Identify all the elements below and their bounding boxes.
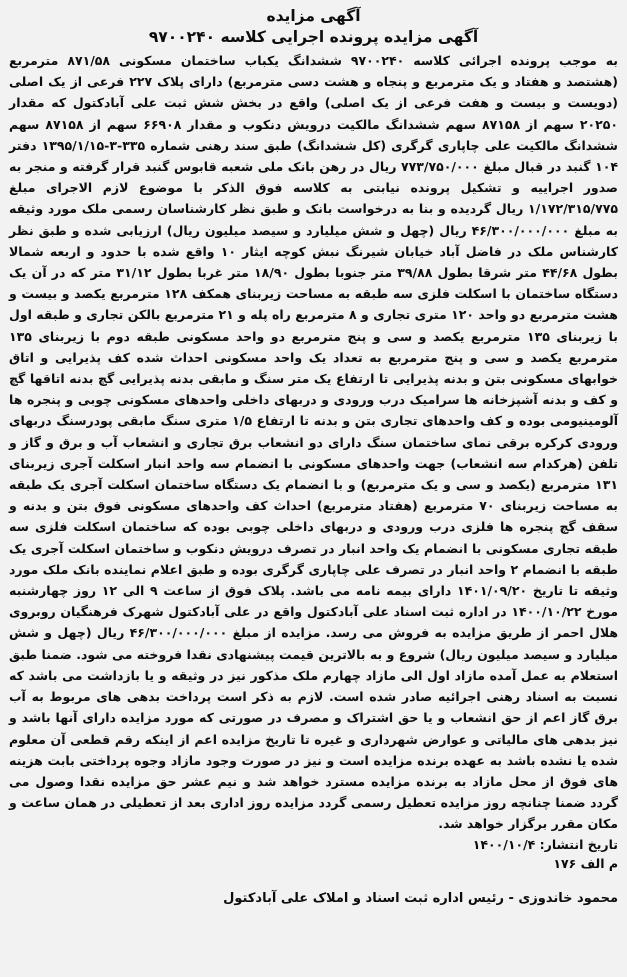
notice-body: به موجب پرونده اجرائی کلاسه ۹۷۰۰۲۴۰ ششدانگ یکباب ساختمان مسکونی ۸۷۱/۵۸ مترمربع (هشتصد و هفتاد و یک مترمربع و پنجاه و هشت دسی مترمربع) دارای پلاک ۲۲۷ فرعی از یک اصلی (دویست و بیست و هفت فرعی از یک اصلی) واقع در بخش شش ثبت علی آبادکتول که مقدار ۲۰۲۵۰ سهم از ۸۷۱۵۸ سهم ششدانگ مالکیت درویش دنکوب و مقدار ۶۶۹۰۸ سهم از ۸۷۱۵۸ سهم ششدانگ مالکیت علی چاپاری گرگری (کل ششدانگ) طبق سند رهنی شماره ۳۳۵-۳-۱۳۹۵/۱/۱۵ دفتر ۱۰۴ گنبد در قبال مبلغ ۷۷۳/۷۵۰/۰۰۰ ریال در رهن بانک ملی شعبه قابوس گنبد قرار گرفته و منجر به صدور اجراییه و تشکیل پرونده نیابتی به کلاسه فوق الذکر با موضوع لازم الاجرای مبلغ ۱/۱۷۲/۳۱۵/۷۷۵ ریال گردیده و بنا به درخواست بانک و طبق نظر کارشناسان رسمی ملک مورد وثیقه به مبلغ ۴۶/۳۰۰/۰۰۰/۰۰۰ ریال (چهل و شش میلیارد و سیصد میلیون ریال) ارزیابی شده و طبق نظر کارشناس ملک در فاضل آباد خیابان شیرنگ نبش کوچه ایثار ۱۰ واقع شده با حدود و اربعه شمالا بطول ۴۴/۶۸ متر شرقا بطول ۳۹/۸۸ متر جنوبا بطول ۱۸/۹۰ متر غربا بطول ۳۱/۱۲ متر که در آن یک دستگاه ساختمان با اسکلت فلزی سه طبقه به مساحت زیربنای همکف ۱۲۸ مترمربع یکصد و بیست و هشت مترمربع دو واحد ۱۲۰ متری تجاری و ۸ مترمربع راه پله و ۲۱ مترمربع بالکن تجاری و طبقه اول با زیربنای ۱۳۵ مترمربع یکصد و سی و پنج مترمربع دو واحد مسکونی طبقه دوم با زیربنای ۱۳۵ مترمربع یکصد و سی و پنج مترمربع به تعداد یک واحد مسکونی احداث شده کف پذیرایی و اتاق خوابهای مسکونی بتن و بدنه پذیرایی تا ارتفاع یک متر سنگ و مابقی بدنه پذیرایی گچ بدنه اتاقها گچ و کف و بدنه آشپزخانه ها سرامیک درب ورودی و دربهای داخلی واحدهای مسکونی چوبی و پنجره ها آلومینیومی بوده و کف واحدهای تجاری بتن و بدنه تا ارتفاع ۱/۵ متری سنگ مابقی پودرسنگ دربهای ورودی کرکره برقی نمای ساختمان سنگ دارای دو انشعاب برق تجاری و انشعاب آب و برق و گاز و تلفن (هرکدام سه انشعاب) جهت واحدهای مسکونی با انضمام سه واحد انبار اسکلت آجری زیربنای ۱۳۱ مترمربع (یکصد و سی و یک مترمربع) و با انضمام یک دستگاه ساختمان اسکلت آجری یک طبقه به مساحت زیربنای ۷۰ مترمربع (هفتاد مترمربع) احداث کف واحدهای مسکونی فوق بتن و بدنه و سقف گچ پنجره ها فلزی درب ورودی و دربهای داخلی چوبی بوده که ساختمان اسکلت فلزی سه طبقه تجاری مسکونی با انضمام یک واحد انبار در تصرف درویش دنکوب و ساختمان اسکلت آجری یک طبقه با انضمام ۲ واحد انبار در تصرف علی چاپاری گرگری بوده و طبق اعلام نماینده بانک ملک مورد وثیقه تا تاریخ ۱۴۰۱/۰۹/۲۰ دارای بیمه نامه می باشد. پلاک فوق از ساعت ۹ الی ۱۲ روز چهارشنبه مورخ ۱۴۰۰/۱۰/۲۲ در اداره ثبت اسناد علی آبادکتول واقع در علی آبادکتول شهرک فرهنگیان روبروی هلال احمر از طریق مزایده به فروش می رسد. مزایده از مبلغ ۴۶/۳۰۰/۰۰۰/۰۰۰ ریال (چهل و شش میلیارد و سیصد میلیون ریال) شروع و به بالاترین قیمت پیشنهادی نقدا فروخته می شود. ضمنا طبق استعلام به عمل آمده مازاد اول الی مازاد چهارم ملک مذکور نیز در وثیقه و یا بازداشت می باشد که نسبت به اسناد رهنی اجرائیه صادر شده است. لازم به ذکر است پرداخت بدهی های مربوط به آب برق گاز اعم از حق انشعاب و یا حق اشتراک و مصرف در صورتی که مورد مزایده دارای آنها باشد و نیز بدهی های مالیاتی و عوارض شهرداری و غیره تا تاریخ مزایده اعم از اینکه رقم قطعی آن معلوم شده یا نشده باشد به عهده برنده مزایده است و نیز در صورت وجود مازاد وجوه پرداختی بابت هزینه های فوق از محل مازاد به برنده مزایده مسترد خواهد شد و نیم عشر حق مزایده نقدا وصول می گردد ضمنا چنانچه روز مزایده تعطیل رسمی گردد مزایده روز اداری بعد از تعطیلی در همان ساعت و مکان مقرر برگزار خواهد شد. (9, 53, 619, 832)
notice-meta (9, 835, 618, 873)
notice-title: آگهی مزایده (266, 7, 361, 25)
publish-date: تاریخ انتشار: ۱۴۰۰/۱۰/۴ (472, 836, 618, 852)
notice-subtitle: آگهی مزایده پرونده اجرایی کلاسه ۹۷۰۰۲۴۰ (148, 28, 479, 46)
notice-code: م الف ۱۷۶ (553, 855, 618, 871)
signature-line: محمود خاندوزی - رئیس اداره ثبت اسناد و املاک علی آبادکتول (223, 890, 618, 906)
